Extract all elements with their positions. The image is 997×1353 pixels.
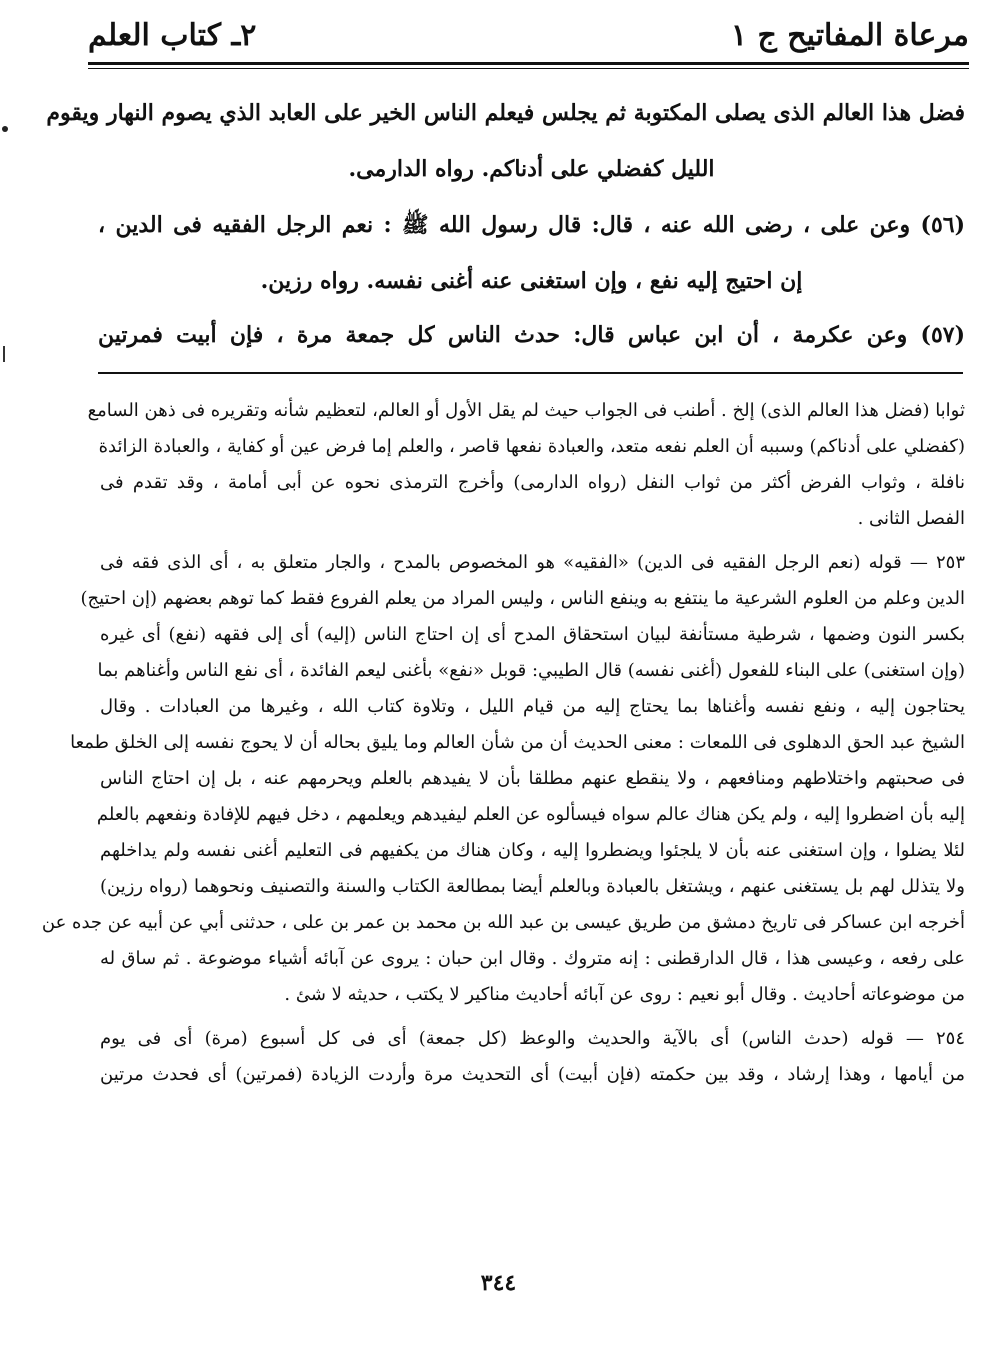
chapter-title: ٢ـ كتاب العلم [88, 17, 257, 53]
main-line: (٥٧) وعن عكرمة ، أن ابن عباس قال: حدث الناس كل جمعة مرة ، فإن أبيت فمرتين [98, 322, 965, 348]
commentary-line: (وإن استغنى) على البناء للفعول (أغنى نفسه) قال الطيبي: قوبل «نفع» بأغنى ليعم الفائدة ، أى نفع الناس وأغناهم بما [97, 660, 965, 681]
page-number: ٣٤٤ [480, 1270, 517, 1296]
commentary-line: لئلا يضلوا ، وإن استغنى عنه بأن لا يلجئوا ويضطروا إليه ، وكان هناك من يكفيهم فى التعليم أغنى نفسه ولم يداخلهم [100, 840, 965, 861]
main-line: إن احتيج إليه نفع ، وإن استغنى عنه أغنى نفسه. رواه رزين. [260, 268, 803, 294]
commentary-line: على رفعه ، وعيسى هذا ، قال الدارقطنى : إنه متروك . وقال ابن حبان : يروى عن آبائه أشياء موضوعة . ثم ساق له [100, 948, 965, 969]
main-line: فضل هذا العالم الذى يصلى المكتوبة ثم يجلس فيعلم الناس الخير على العابد الذي يصوم النهار ويقوم [46, 100, 965, 126]
commentary-line: إليه بأن اضطروا إليه ، ولم يكن هناك عالم سواه فيسألوه عن العلم ليفيدهم ويعلمهم ، دخل فيهم للإفادة ونفعهم بالعلم [96, 804, 965, 825]
commentary-line: يحتاجون إليه ، ونفع نفسه وأغناها بما يحتاج إليه من قيام الليل ، وتلاوة كتاب الله ، وغيرها من العبادات . وقال [100, 696, 965, 717]
header-rule-thin [88, 68, 969, 69]
commentary-line: ولا يتذلل لهم بل يستغنى عنهم ، ويشتغل بالعبادة وبالعلم أيضا بمطالعة الكتاب والسنة والتصنيف ونحوهما (رواه رزين) [100, 876, 965, 897]
main-line: (٥٦) وعن على ، رضى الله عنه ، قال: قال رسول الله ﷺ : نعم الرجل الفقيه فى الدين ، [98, 212, 965, 238]
commentary-line: ٢٥٤ — قوله (حدث الناس) أى بالآية والحديث والوعظ (كل جمعة) أى فى كل أسبوع (مرة) أى فى يوم [100, 1028, 965, 1049]
commentary-line: الدين وعلم من العلوم الشرعية ما ينتفع به وينفع الناس ، وليس المراد من يعلم الفروع فقط كما توهم بعضهم (إن احتيج) [80, 588, 965, 609]
commentary-line: ٢٥٣ — قوله (نعم الرجل الفقيه فى الدين) «الفقيه» هو المخصوص بالمدح ، والجار متعلق به ، أى الذى فقه فى [100, 552, 965, 573]
commentary-line: من موضوعاته أحاديث . وقال أبو نعيم : روى عن آبائه أحاديث مناكير لا يكتب ، حديثه لا شئ . [284, 984, 965, 1005]
header-rule [88, 62, 969, 65]
section-separator [98, 372, 963, 374]
commentary-line: (كفضلي على أدناكم) وسببه أن العلم نفعه متعد، والعبادة نفعها قاصر ، والعلم إما فرض عين أو كفاية ، والعبادة الزائدة [98, 436, 965, 457]
commentary-line: الفصل الثانى . [857, 508, 965, 529]
margin-dot [2, 126, 8, 132]
commentary-line: بكسر النون وضمها ، شرطية مستأنفة لبيان استحقاق المدح أى إن احتاج الناس (إليه) أى إلى فقهه (نفع) أى غيره [100, 624, 965, 645]
book-title: مرعاة المفاتيح ج ١ [730, 17, 969, 53]
main-line: الليل كفضلي على أدناكم. رواه الدارمى. [348, 156, 715, 182]
page-header [88, 12, 969, 58]
commentary-line: من أيامها ، وهذا إرشاد ، وقد بين حكمته (فإن أبيت) أى التحديث مرة وأردت الزيادة (فمرتين) أى فحدث مرتين [100, 1064, 965, 1085]
commentary-line: الشيخ عبد الحق الدهلوى فى اللمعات : معنى الحديث أن من شأن العالم وما يليق بحاله أن لا يحوج نفسه إلى الخلق طمعا [70, 732, 965, 753]
commentary-line: ثوابا (فضل هذا العالم الذى) إلخ . أطنب فى الجواب حيث لم يقل الأول أو العالم، لتعظيم شأنه وتقريره فى ذهن السامع [87, 400, 965, 421]
commentary-line: أخرجه ابن عساكر فى تاريخ دمشق من طريق عيسى بن عبد الله بن محمد بن عمر بن على ، حدثنى أبي عن أبيه عن جده عن [41, 912, 965, 933]
commentary-line: نافلة ، وثواب الفرض أكثر من ثواب النفل (رواه الدارمى) وأخرج الترمذى نحوه عن أبى أمامة ، وقد تقدم فى [100, 472, 965, 493]
commentary-line: فى صحبتهم واختلاطهم ومنافعهم ، ولا ينقطع عنهم مطلقا بأن لا يفيدهم بالعلم ويحرمهم عنه ، بل إن احتاج الناس [100, 768, 965, 789]
margin-tick [3, 346, 5, 362]
